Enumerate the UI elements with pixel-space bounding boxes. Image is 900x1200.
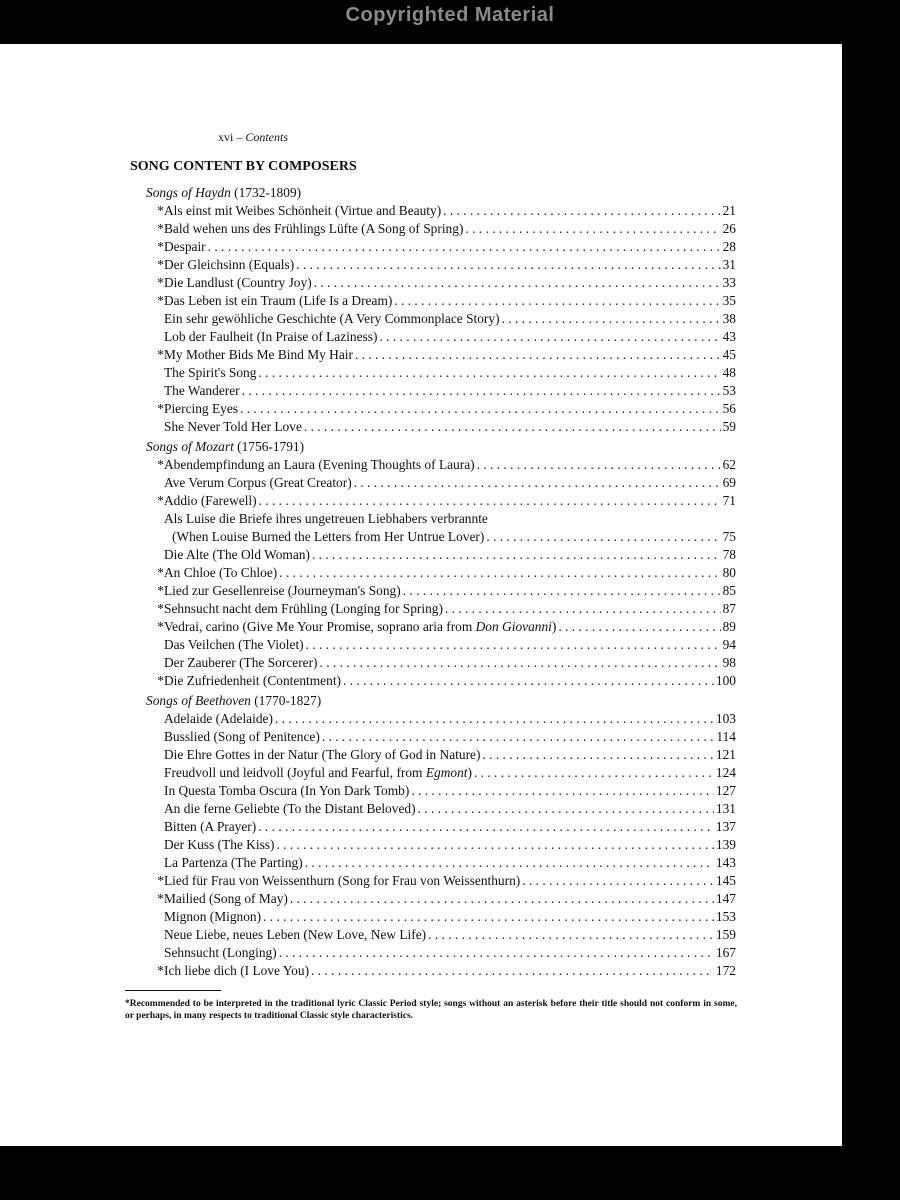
- toc-entry: [146, 346, 736, 364]
- book-page: [0, 44, 842, 1146]
- page-header: [218, 130, 288, 145]
- dot-leader: [311, 962, 714, 980]
- toc-entry: [146, 854, 736, 872]
- composer-heading: [146, 438, 736, 456]
- dot-leader: [276, 836, 713, 854]
- entry-title: She Never Told Her Love: [164, 419, 302, 434]
- entry-page-number: 31: [722, 257, 736, 272]
- entry-title: Sehnsucht nacht dem Frühling (Longing for Spring): [164, 601, 443, 616]
- dot-leader: [304, 418, 721, 436]
- composer-heading: [146, 692, 736, 710]
- dot-leader: [418, 800, 714, 818]
- entry-page-number: 94: [722, 637, 736, 652]
- dot-leader: [558, 618, 720, 636]
- footnote-rule: [125, 990, 221, 991]
- entry-title: Busslied (Song of Penitence): [164, 729, 320, 744]
- entry-title: Ave Verum Corpus (Great Creator): [164, 475, 352, 490]
- entry-page-number: 38: [722, 311, 736, 326]
- entry-page-number: 48: [722, 365, 736, 380]
- entry-title: Bitten (A Prayer): [164, 819, 257, 834]
- entry-title: Der Zauberer (The Sorcerer): [164, 655, 318, 670]
- dot-leader: [477, 456, 721, 474]
- dot-leader: [486, 528, 720, 546]
- entry-title: La Partenza (The Parting): [164, 855, 303, 870]
- toc-entry: [146, 310, 736, 328]
- recommended-asterisk: [146, 654, 164, 672]
- dot-leader: [343, 672, 714, 690]
- dot-leader: [306, 636, 721, 654]
- toc-entry: [146, 364, 736, 382]
- recommended-asterisk: [146, 528, 164, 546]
- dot-leader: [263, 908, 714, 926]
- toc-entry: [146, 400, 736, 418]
- composer-dates: (1770-1827): [250, 693, 322, 708]
- entry-page-number: 28: [722, 239, 736, 254]
- dot-leader: [296, 256, 720, 274]
- dot-leader: [354, 474, 721, 492]
- entry-page-number: 45: [722, 347, 736, 362]
- toc-entry: [146, 636, 736, 654]
- page-number-roman: xvi: [218, 130, 234, 144]
- toc-entry: [146, 274, 736, 292]
- entry-title: Piercing Eyes: [164, 401, 239, 416]
- toc-entry: [146, 382, 736, 400]
- entry-page-number: 62: [722, 457, 736, 472]
- dot-leader: [312, 546, 721, 564]
- recommended-asterisk: [146, 728, 164, 746]
- recommended-asterisk: [146, 364, 164, 382]
- dot-leader: [208, 238, 721, 256]
- recommended-asterisk: [146, 782, 164, 800]
- recommended-asterisk: [146, 382, 164, 400]
- recommended-asterisk: *: [157, 891, 164, 906]
- entry-page-number: 114: [716, 729, 736, 744]
- entry-title: Ich liebe dich (I Love You): [164, 963, 310, 978]
- toc-entry: [146, 746, 736, 764]
- recommended-asterisk: *: [157, 293, 164, 308]
- entry-page-number: 75: [722, 529, 736, 544]
- entry-title: Mailied (Song of May): [164, 891, 288, 906]
- dot-leader: [445, 600, 721, 618]
- entry-page-number: 145: [715, 873, 736, 888]
- entry-title: Ein sehr gewöhliche Geschichte (A Very Commonplace Story): [164, 311, 500, 326]
- entry-page-number: 89: [722, 619, 736, 634]
- recommended-asterisk: [146, 710, 164, 728]
- toc-entry: [146, 710, 736, 728]
- recommended-asterisk: [146, 944, 164, 962]
- recommended-asterisk: [146, 854, 164, 872]
- toc-entry: [146, 890, 736, 908]
- entry-page-number: 172: [715, 963, 736, 978]
- entry-title: (When Louise Burned the Letters from Her Untrue Lover): [172, 529, 485, 544]
- recommended-asterisk: *: [157, 221, 164, 236]
- dot-leader: [259, 492, 721, 510]
- toc-entry: [146, 510, 736, 528]
- toc-entry: [146, 256, 736, 274]
- entry-page-number: 100: [715, 673, 736, 688]
- entry-page-number: 167: [715, 945, 736, 960]
- recommended-asterisk: [146, 818, 164, 836]
- entry-page-number: 71: [722, 493, 736, 508]
- dot-leader: [474, 764, 714, 782]
- toc-entry: [146, 528, 736, 546]
- recommended-asterisk: [146, 510, 164, 528]
- entry-title: Als einst mit Weibes Schönheit (Virtue and Beauty): [164, 203, 442, 218]
- toc-entry: [146, 836, 736, 854]
- recommended-asterisk: [146, 328, 164, 346]
- entry-page-number: 35: [722, 293, 736, 308]
- dot-leader: [290, 890, 714, 908]
- header-label: Contents: [245, 130, 289, 144]
- toc-entry: [146, 492, 736, 510]
- entry-title: Despair: [164, 239, 206, 254]
- entry-page-number: 137: [715, 819, 736, 834]
- entry-page-number: 69: [722, 475, 736, 490]
- recommended-asterisk: [146, 926, 164, 944]
- recommended-asterisk: [146, 310, 164, 328]
- entry-page-number: 127: [715, 783, 736, 798]
- composer-name: Songs of Beethoven: [146, 693, 251, 708]
- entry-title: Lied für Frau von Weissenthurn (Song for Frau von Weissenthurn): [164, 873, 521, 888]
- recommended-asterisk: *: [157, 673, 164, 688]
- entry-page-number: 131: [715, 801, 736, 816]
- recommended-asterisk: *: [157, 401, 164, 416]
- recommended-asterisk: *: [157, 963, 164, 978]
- entry-title: Die Landlust (Country Joy): [164, 275, 312, 290]
- entry-page-number: 26: [722, 221, 736, 236]
- recommended-asterisk: [146, 636, 164, 654]
- toc-entry: [146, 328, 736, 346]
- header-separator: –: [233, 130, 246, 144]
- dot-leader: [379, 328, 720, 346]
- entry-page-number: 159: [715, 927, 736, 942]
- recommended-asterisk: *: [157, 873, 164, 888]
- dot-leader: [322, 728, 715, 746]
- recommended-asterisk: *: [157, 239, 164, 254]
- toc-entry: [146, 292, 736, 310]
- toc-entry: [146, 818, 736, 836]
- recommended-asterisk: [146, 418, 164, 436]
- toc-entry: [146, 238, 736, 256]
- toc-entry: [146, 908, 736, 926]
- recommended-asterisk: *: [157, 275, 164, 290]
- dot-leader: [443, 202, 720, 220]
- entry-title: Der Gleichsinn (Equals): [164, 257, 295, 272]
- footnote: *Recommended to be interpreted in the traditional lyric Classic Period style; songs without an asterisk before their title should not conform in some, or perhaps, in many respects to traditional Classic style characteristics.: [125, 999, 737, 1021]
- toc-entry: [146, 418, 736, 436]
- composer-heading: [146, 184, 736, 202]
- composer-name: Songs of Mozart: [146, 439, 234, 454]
- toc-entry: [146, 672, 736, 690]
- toc-entry: [146, 618, 736, 636]
- recommended-asterisk: *: [157, 565, 164, 580]
- entry-page-number: 59: [722, 419, 736, 434]
- entry-title: Das Leben ist ein Traum (Life Is a Dream): [164, 293, 393, 308]
- toc-entry: [146, 202, 736, 220]
- toc-entry: [146, 782, 736, 800]
- entry-title: Lied zur Gesellenreise (Journeyman's Song): [164, 583, 401, 598]
- entry-page-number: 87: [722, 601, 736, 616]
- entry-title: Vedrai, carino (Give Me Your Promise, soprano aria from Don Giovanni): [164, 619, 557, 634]
- entry-title-italic: Don Giovanni: [475, 619, 552, 634]
- recommended-asterisk: *: [157, 457, 164, 472]
- entry-page-number: 33: [722, 275, 736, 290]
- dot-leader: [314, 274, 721, 292]
- dot-leader: [394, 292, 720, 310]
- composer-dates: (1732-1809): [230, 185, 302, 200]
- entry-title: Bald wehen uns des Frühlings Lüfte (A Song of Spring): [164, 221, 464, 236]
- entry-page-number: 124: [715, 765, 736, 780]
- dot-leader: [411, 782, 714, 800]
- dot-leader: [258, 364, 720, 382]
- recommended-asterisk: *: [157, 601, 164, 616]
- recommended-asterisk: [146, 836, 164, 854]
- dot-leader: [242, 382, 721, 400]
- entry-page-number: 139: [715, 837, 736, 852]
- entry-title: Neue Liebe, neues Leben (New Love, New Life): [164, 927, 427, 942]
- recommended-asterisk: [146, 800, 164, 818]
- entry-page-number: 78: [722, 547, 736, 562]
- dot-leader: [305, 854, 714, 872]
- entry-title: The Spirit's Song: [164, 365, 257, 380]
- entry-title: Addio (Farewell): [164, 493, 257, 508]
- dot-leader: [428, 926, 714, 944]
- entry-title: Die Zufriedenheit (Contentment): [164, 673, 341, 688]
- section-title: SONG CONTENT BY COMPOSERS: [130, 159, 357, 174]
- entry-page-number: 85: [722, 583, 736, 598]
- entry-title: Das Veilchen (The Violet): [164, 637, 304, 652]
- toc-entry: [146, 564, 736, 582]
- recommended-asterisk: *: [157, 619, 164, 634]
- entry-title: An die ferne Geliebte (To the Distant Beloved): [164, 801, 416, 816]
- entry-page-number: 53: [722, 383, 736, 398]
- dot-leader: [279, 564, 720, 582]
- toc-entry: [146, 582, 736, 600]
- copyright-banner: Copyrighted Material: [345, 4, 555, 26]
- recommended-asterisk: [146, 908, 164, 926]
- dot-leader: [275, 710, 714, 728]
- toc-entry: [146, 600, 736, 618]
- dot-leader: [502, 310, 721, 328]
- dot-leader: [355, 346, 721, 364]
- entry-page-number: 56: [722, 401, 736, 416]
- entry-title: Adelaide (Adelaide): [164, 711, 273, 726]
- dot-leader: [465, 220, 720, 238]
- recommended-asterisk: *: [157, 493, 164, 508]
- toc-entry: [146, 764, 736, 782]
- dot-leader: [279, 944, 714, 962]
- entry-title: Freudvoll und leidvoll (Joyful and Fearful, from Egmont): [164, 765, 472, 780]
- entry-page-number: 80: [722, 565, 736, 580]
- entry-title: Sehnsucht (Longing): [164, 945, 277, 960]
- toc-entry: [146, 872, 736, 890]
- entry-page-number: 147: [715, 891, 736, 906]
- recommended-asterisk: *: [157, 257, 164, 272]
- recommended-asterisk: [146, 746, 164, 764]
- dot-leader: [240, 400, 721, 418]
- entry-title: An Chloe (To Chloe): [164, 565, 278, 580]
- dot-leader: [522, 872, 714, 890]
- table-of-contents: [146, 182, 736, 980]
- entry-title: Der Kuss (The Kiss): [164, 837, 275, 852]
- entry-title: Die Ehre Gottes in der Natur (The Glory of God in Nature): [164, 747, 481, 762]
- entry-title: Die Alte (The Old Woman): [164, 547, 310, 562]
- recommended-asterisk: *: [157, 347, 164, 362]
- toc-entry: [146, 800, 736, 818]
- recommended-asterisk: [146, 764, 164, 782]
- dot-leader: [320, 654, 721, 672]
- dot-leader: [482, 746, 713, 764]
- toc-entry: [146, 654, 736, 672]
- entry-title: Mignon (Mignon): [164, 909, 262, 924]
- toc-entry: [146, 926, 736, 944]
- dot-leader: [258, 818, 714, 836]
- toc-entry: [146, 728, 736, 746]
- entry-page-number: 103: [715, 711, 736, 726]
- recommended-asterisk: [146, 474, 164, 492]
- toc-entry: [146, 456, 736, 474]
- toc-entry: [146, 944, 736, 962]
- entry-title: My Mother Bids Me Bind My Hair: [164, 347, 353, 362]
- entry-page-number: 21: [722, 203, 736, 218]
- entry-page-number: 121: [715, 747, 736, 762]
- composer-dates: (1756-1791): [233, 439, 305, 454]
- entry-title: Abendempfindung an Laura (Evening Thoughts of Laura): [164, 457, 475, 472]
- recommended-asterisk: *: [157, 203, 164, 218]
- toc-entry: [146, 962, 736, 980]
- toc-entry: [146, 220, 736, 238]
- entry-title: In Questa Tomba Oscura (In Yon Dark Tomb): [164, 783, 410, 798]
- entry-title-italic: Egmont: [425, 765, 468, 780]
- entry-title: Lob der Faulheit (In Praise of Laziness): [164, 329, 378, 344]
- entry-title: Als Luise die Briefe ihres ungetreuen Liebhabers verbrannte: [164, 511, 488, 526]
- toc-entry: [146, 474, 736, 492]
- composer-name: Songs of Haydn: [146, 185, 231, 200]
- recommended-asterisk: *: [157, 583, 164, 598]
- entry-page-number: 143: [715, 855, 736, 870]
- entry-page-number: 98: [722, 655, 736, 670]
- entry-page-number: 43: [722, 329, 736, 344]
- toc-entry: [146, 546, 736, 564]
- recommended-asterisk: [146, 546, 164, 564]
- dot-leader: [403, 582, 721, 600]
- entry-page-number: 153: [715, 909, 736, 924]
- entry-title: The Wanderer: [164, 383, 240, 398]
